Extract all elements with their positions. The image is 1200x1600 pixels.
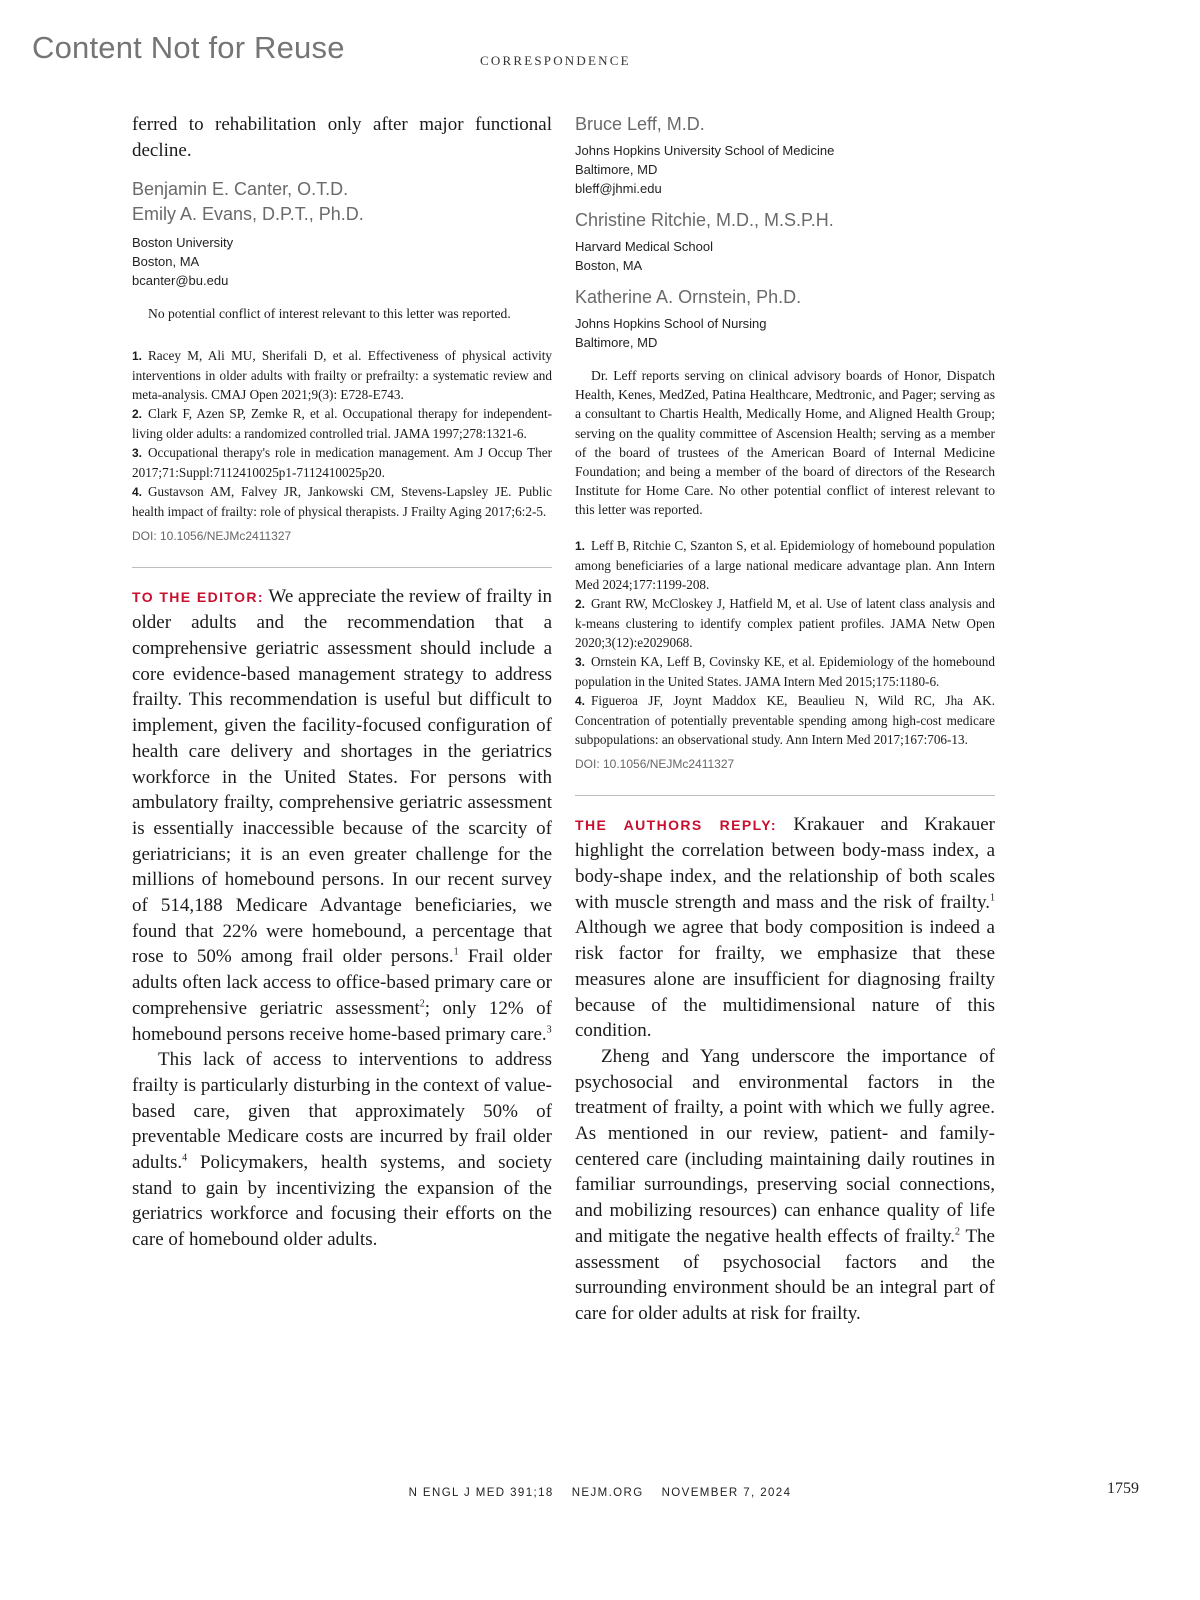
citation-marker: 2 (955, 1226, 961, 1238)
reference-list (132, 346, 552, 521)
reference-text: Clark F, Azen SP, Zemke R, et al. Occupational therapy for independent-living older adults: a randomized controlled trial. JAMA 1997;278:1321-6. (132, 405, 552, 441)
reference-text: Grant RW, McCloskey J, Hatfield M, et al. Use of latent class analysis and k-means clustering to identify complex patient profiles. JAMA Netw Open 2020;3(12):e2029068. (575, 595, 995, 650)
reference-number: 1. (132, 348, 143, 363)
reference-list (575, 536, 995, 749)
affiliation: Johns Hopkins School of Nursing (575, 316, 767, 331)
running-head: CORRESPONDENCE (480, 53, 631, 68)
letter-paragraph: TO THE EDITOR: We appreciate the review of frailty in older adults and the recommendation that a comprehensive geriatric assessment should include a core evidence-based management strategy to address frailty. This recommendation is useful but difficult to implement, given the facility-focused configuration of health care delivery and shortages in the geriatrics workforce in the United States. For persons with ambulatory frailty, comprehensive geriatric assessment is essentially inaccessible because of the scarcity of geriatricians; it is an even greater challenge for the millions of homebound persons. In our recent survey of 514,188 Medicare Advantage beneficiaries, we found that 22% were homebound, a percentage that rose to 50% among frail older persons.$^1$ Frail older adults often lack access to office-based primary care or comprehensive geriatric assessment$^2$; only 12% of homebound persons receive home-based primary care.$^3$ (132, 585, 553, 1045)
reference-number: 3. (575, 654, 586, 669)
author-block (132, 177, 552, 290)
reference-item (132, 346, 552, 404)
author-block (575, 112, 995, 352)
reference-item (132, 404, 552, 443)
affiliation-location: Boston, MA (575, 258, 643, 273)
journal-site[interactable]: NEJM.ORG (571, 1487, 644, 1499)
author-name: Christine Ritchie, M.D., M.S.P.H. (575, 210, 834, 230)
reference-number: 4. (575, 693, 586, 708)
reference-text: Racey M, Ali MU, Sherifali D, et al. Effectiveness of physical activity interventions in older adults with frailty or prefrailty: a systematic review and meta-analysis. CMAJ Open 2021;9(3): E728-E743. (132, 347, 552, 402)
citation-marker: 1 (453, 947, 459, 959)
author-email[interactable]: bleff@jhmi.edu (575, 181, 662, 196)
author-email[interactable]: bcanter@bu.edu (132, 273, 229, 289)
author-name: Emily A. Evans, D.P.T., Ph.D. (132, 204, 364, 225)
reference-item (132, 482, 552, 521)
reference-text: Leff B, Ritchie C, Szanton S, et al. Epidemiology of homebound population among beneficiaries of a large national medicare advantage plan. Ann Intern Med 2024;177:1199-208. (575, 537, 995, 592)
journal-citation: N ENGL J MED 391;18 (408, 1487, 554, 1499)
disclosure: Dr. Leff reports serving on clinical advisory boards of Honor, Dispatch Health, Kenes, MedZed, Patina Healthcare, Medtronic, and Pager; serving as a consultant to Chartis Health, Medically Home, and Aligned Health Group; serving on the quality committee of Ascension Health; serving as a member of the board of trustees of the American Board of Internal Medicine Foundation; and being a member of the board of directors of the Research Institute for Home Care. No other potential conflict of interest relevant to this letter was reported. (575, 368, 995, 518)
reference-text: Figueroa JF, Joynt Maddox KE, Beaulieu N, Wild RC, Jha AK. Concentration of potentially preventable spending among high-cost medicare subpopulations: an observational study. Ann Intern Med 2017;167:706-13. (575, 692, 995, 747)
issue-date: NOVEMBER 7, 2024 (661, 1487, 792, 1499)
reference-number: 1. (575, 538, 586, 553)
citation-marker: 4 (182, 1152, 188, 1164)
reply-paragraph: Zheng and Yang underscore the importance of psychosocial and environmental factors in the treatment of frailty, a point with which we fully agree. As mentioned in our review, patient- and family-centered care (including maintaining daily routines in familiar surroundings, preserving social connections, and mobilizing resources) can enhance quality of life and mitigate the negative health effects of frailty.$^2$ The assessment of psychosocial factors and the surrounding environment should be an integral part of care for older adults at risk for frailty. (575, 1045, 995, 1324)
reference-item (575, 594, 995, 652)
reference-text: Gustavson AM, Falvey JR, Jankowski CM, Stevens-Lapsley JE. Public health impact of frailty: role of physical therapists. J Frailty Aging 2017;6:2-5. (132, 483, 552, 519)
author-name: Katherine A. Ornstein, Ph.D. (575, 287, 802, 307)
doi[interactable]: DOI: 10.1056/NEJMc2411327 (132, 528, 292, 543)
author-name: Bruce Leff, M.D. (575, 114, 705, 134)
reply-paragraph: THE AUTHORS REPLY: Krakauer and Krakauer highlight the correlation between body-mass index, a body-shape index, and the relationship of both scales with muscle strength and mass and the risk of frailty.$^1$ Although we agree that body composition is indeed a risk factor for frailty, we emphasize that these measures alone are insufficient for diagnosing frailty because of the multidimensional nature of this condition. (575, 813, 995, 1042)
reference-number: 4. (132, 484, 143, 499)
citation-marker: 2 (419, 998, 425, 1010)
affiliation-location: Boston, MA (132, 254, 200, 270)
page-number: 1759 (1107, 1480, 1139, 1497)
reference-item (575, 536, 995, 594)
left-column (132, 112, 552, 1253)
reference-item (575, 691, 995, 749)
watermark: Content Not for Reuse (32, 30, 345, 65)
citation-marker: 3 (546, 1024, 552, 1036)
affiliation-location: Baltimore, MD (575, 162, 658, 177)
affiliation: Johns Hopkins University School of Medicine (575, 143, 835, 158)
affiliation: Boston University (132, 235, 234, 251)
reply-lead: THE AUTHORS REPLY: (575, 816, 777, 833)
letter-paragraph: This lack of access to interventions to address frailty is particularly disturbing in the context of value-based care, given that approximately 50% of preventable Medicare costs are incurred by frail older adults.$^4$ Policymakers, health systems, and society stand to gain by incentivizing the expansion of the geriatrics workforce and focusing their efforts on the care of homebound older adults. (132, 1049, 552, 1251)
continued-paragraph: ferred to rehabilitation only after major functional decline. (132, 114, 552, 161)
letter-lead: TO THE EDITOR: (132, 588, 264, 605)
reference-text: Occupational therapy's role in medication management. Am J Occup Ther 2017;71:Suppl:7112410025p1-7112410025p20. (132, 444, 552, 480)
reference-number: 2. (132, 406, 143, 421)
reference-item (132, 443, 552, 482)
citation-marker: 1 (990, 892, 995, 904)
reference-number: 2. (575, 596, 586, 611)
reference-text: Ornstein KA, Leff B, Covinsky KE, et al. Epidemiology of the homebound population in the United States. JAMA Intern Med 2015;175:1180-6. (575, 653, 995, 689)
disclosure: No potential conflict of interest relevant to this letter was reported. (148, 306, 511, 322)
page-footer (0, 1487, 1200, 1499)
right-column (575, 112, 995, 1327)
doi[interactable]: DOI: 10.1056/NEJMc2411327 (575, 756, 735, 771)
author-name: Benjamin E. Canter, O.T.D. (132, 179, 349, 200)
reference-number: 3. (132, 445, 143, 460)
affiliation: Harvard Medical School (575, 239, 714, 254)
reference-item (575, 652, 995, 691)
affiliation-location: Baltimore, MD (575, 335, 658, 350)
